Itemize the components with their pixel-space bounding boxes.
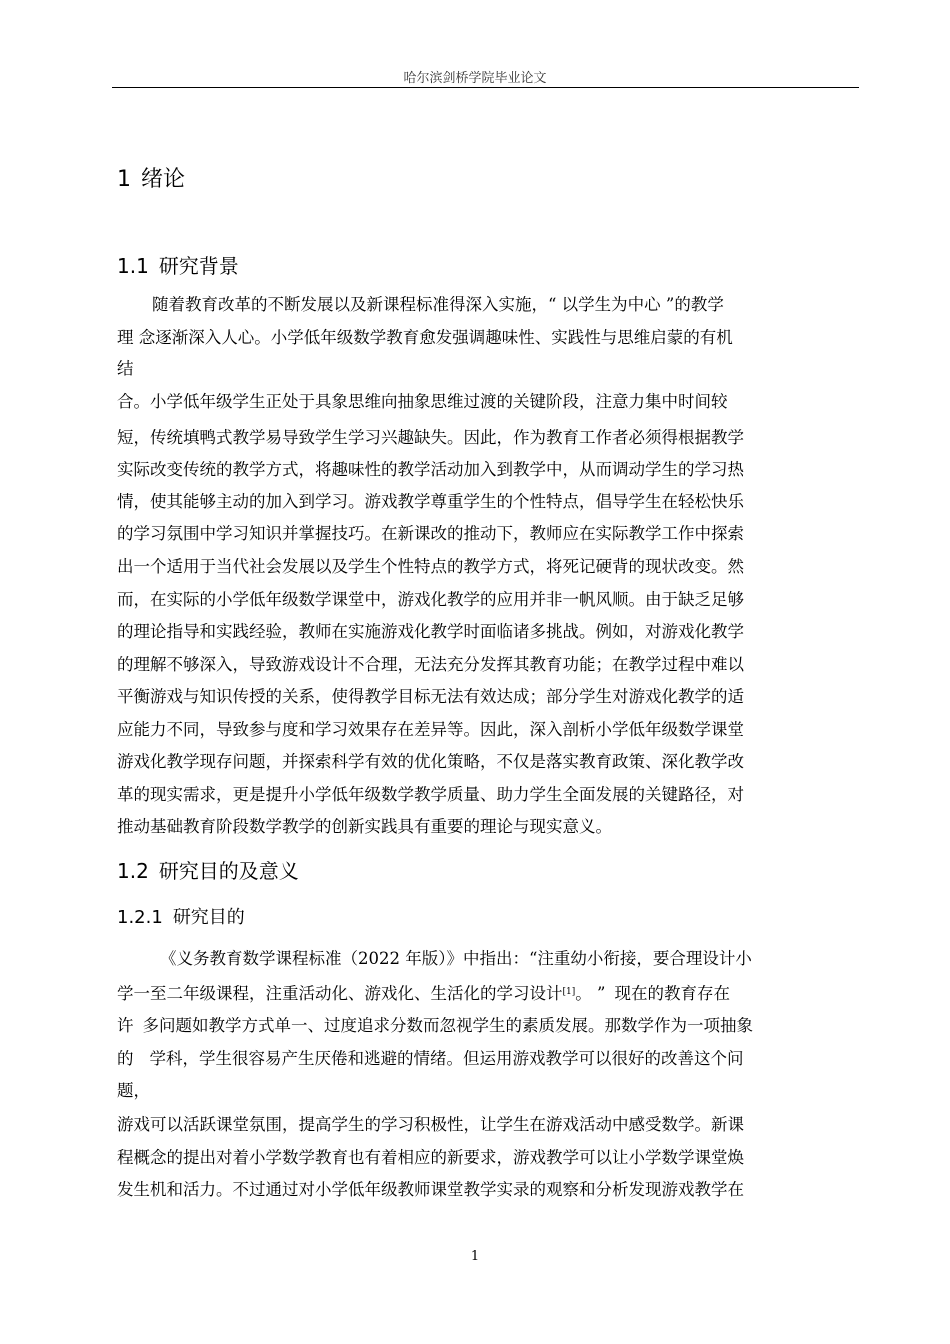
paragraph-line: 随着教育改革的不断发展以及新课程标准得深入实施，“ 以学生为中心 ”的教学 bbox=[152, 295, 724, 314]
paragraph-line: 的理解不够深入，导致游戏设计不合理，无法充分发挥其教育功能；在教学过程中难以 bbox=[117, 655, 744, 674]
header-rule bbox=[112, 87, 859, 88]
paragraph-line: 而，在实际的小学低年级数学课堂中，游戏化教学的应用并非一帆风顺。由于缺乏足够 bbox=[117, 590, 744, 609]
page-number: 1 bbox=[470, 1249, 480, 1264]
paragraph-line bbox=[117, 982, 847, 1006]
citation-marker: [1] bbox=[562, 987, 576, 997]
paragraph-line: 的理论指导和实践经验，教师在实施游戏化教学时面临诸多挑战。例如，对游戏化教学 bbox=[117, 622, 744, 641]
chapter-title: 绪论 bbox=[141, 167, 186, 192]
paragraph-line: 的学习氛围中学习知识并掌握技巧。在新课改的推动下，教师应在实际教学工作中探索 bbox=[117, 524, 744, 543]
section-title: 研究背景 bbox=[158, 254, 239, 278]
paragraph-line: 实际改变传统的教学方式，将趣味性的教学活动加入到教学中，从而调动学生的学习热 bbox=[117, 460, 744, 479]
section-title: 研究目的及意义 bbox=[158, 859, 299, 883]
line-text: 多问题如教学方式单一、过度追求分数而忽视学生的素质发展。那数学作为一项抽象 bbox=[142, 1016, 753, 1035]
paragraph-line: 理 念逐渐深入人心。小学低年级数学教育愈发强调趣味性、实践性与思维启蒙的有机 bbox=[117, 328, 733, 347]
paragraph-line: 合。小学低年级学生正处于具象思维向抽象思维过渡的关键阶段，注意力集中时间较 bbox=[117, 392, 728, 411]
paragraph-line: 游戏可以活跃课堂氛围，提高学生的学习积极性，让学生在游戏活动中感受数学。新课 bbox=[117, 1115, 744, 1134]
line-text: 的 bbox=[117, 1049, 134, 1068]
paragraph-line: 发生机和活力。不过通过对小学低年级教师课堂教学实录的观察和分析发现游戏教学在 bbox=[117, 1180, 744, 1199]
section-number: 1.1 bbox=[117, 254, 149, 278]
line-text: 学一至二年级课程，注重活动化、游戏化、生活化的学习设计 bbox=[117, 984, 563, 1003]
paragraph-line: 情，使其能够主动的加入到学习。游戏教学尊重学生的个性特点，倡导学生在轻松快乐 bbox=[117, 492, 744, 511]
paragraph-line: 推动基础教育阶段数学教学的创新实践具有重要的理论与现实意义。 bbox=[117, 817, 612, 836]
line-text: 许 bbox=[117, 1016, 134, 1035]
paragraph-line bbox=[117, 1047, 847, 1071]
chapter-number: 1 bbox=[117, 167, 131, 192]
paragraph-line: 革的现实需求，更是提升小学低年级数学教学质量、助力学生全面发展的关键路径，对 bbox=[117, 785, 744, 804]
line-text: 。 ” bbox=[575, 984, 606, 1003]
section-heading-1-1 bbox=[117, 250, 239, 279]
subsection-number: 1.2.1 bbox=[117, 907, 163, 928]
line-text: 现在的教育存在 bbox=[614, 984, 730, 1003]
subsection-title: 研究目的 bbox=[172, 907, 245, 928]
paragraph-line: 游戏化教学现存问题，并探索科学有效的优化策略，不仅是落实教育政策、深化教学改 bbox=[117, 752, 744, 771]
line-text: 学科，学生很容易产生厌倦和逃避的情绪。但运用游戏教学可以很好的改善这个问 bbox=[149, 1049, 744, 1068]
paragraph-line: 题， bbox=[117, 1081, 150, 1100]
paragraph-line: 结 bbox=[117, 359, 134, 378]
chapter-heading bbox=[117, 162, 185, 193]
subsection-heading-1-2-1 bbox=[117, 903, 245, 929]
paragraph-line: 应能力不同，导致参与度和学习效果存在差异等。因此，深入剖析小学低年级数学课堂 bbox=[117, 720, 744, 739]
paragraph-line: 《义务教育数学课程标准（2022 年版）》中指出：“注重幼小衔接，要合理设计小 bbox=[160, 949, 752, 968]
section-heading-1-2 bbox=[117, 855, 299, 884]
paragraph-line: 平衡游戏与知识传授的关系，使得教学目标无法有效达成；部分学生对游戏化教学的适 bbox=[117, 687, 744, 706]
paragraph-line: 短，传统填鸭式教学易导致学生学习兴趣缺失。因此，作为教育工作者必须得根据教学 bbox=[117, 428, 744, 447]
paragraph-line: 程概念的提出对着小学数学教育也有着相应的新要求，游戏教学可以让小学数学课堂焕 bbox=[117, 1148, 744, 1167]
running-header: 哈尔滨剑桥学院毕业论文 bbox=[403, 71, 547, 86]
section-number: 1.2 bbox=[117, 859, 149, 883]
paragraph-line: 出一个适用于当代社会发展以及学生个性特点的教学方式，将死记硬背的现状改变。然 bbox=[117, 557, 744, 576]
paragraph-line bbox=[117, 1014, 847, 1038]
